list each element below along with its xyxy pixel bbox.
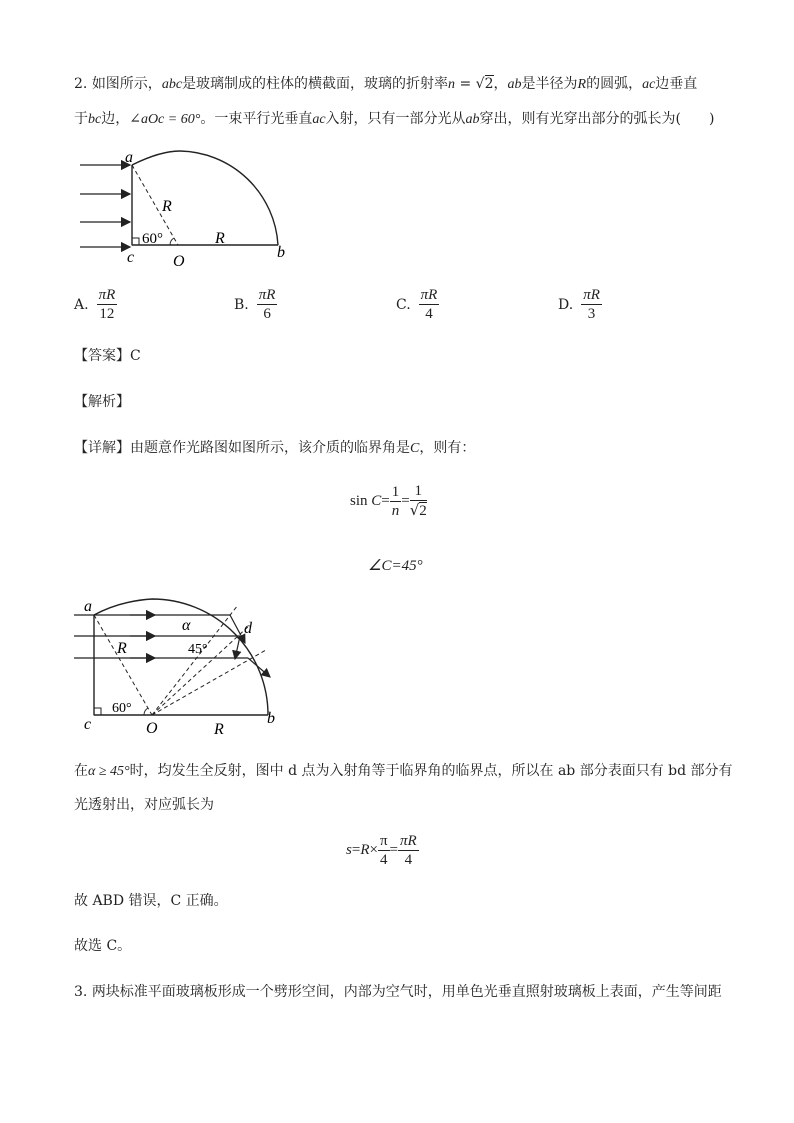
option-d[interactable]: D. $\frac{\pi R}{3}$: [558, 287, 600, 322]
figure-1: [70, 145, 300, 270]
label-45: 45°: [188, 642, 208, 657]
label-R2: R: [215, 230, 225, 247]
label-a: a: [125, 149, 133, 166]
option-c[interactable]: C. $\frac{\pi R}{4}$: [396, 287, 438, 322]
label-R1: R: [162, 198, 172, 215]
para1-line2: 光透射出，对应弧长为: [74, 797, 214, 813]
label-60b: 60°: [112, 701, 132, 716]
option-a[interactable]: A. $\frac{\pi R}{12}$: [74, 287, 116, 322]
option-b[interactable]: B. $\frac{\pi R}{6}$: [234, 287, 276, 322]
q3-line1: 3. 两块标准平面玻璃板形成一个劈形空间，内部为空气时，用单色光垂直照射玻璃板上表面，产生等间距: [74, 984, 722, 1000]
conclusion-2: 故选 C。: [74, 938, 132, 954]
sqrt-symbol: √: [475, 76, 485, 92]
label-c2: c: [84, 716, 92, 733]
conclusion-1: 故 ABD 错误，C 正确。: [74, 893, 228, 909]
label-R3: R: [117, 640, 127, 657]
label-O2: O: [146, 720, 158, 737]
label-b: b: [277, 244, 285, 261]
label-b2: b: [267, 710, 275, 727]
label-a2: a: [84, 598, 92, 615]
figure-2: [70, 595, 285, 740]
q2-line1: 2. 如图所示，abc是玻璃制成的柱体的横截面，玻璃的折射率n = √2，ab是半径为R的圆弧，ac边垂直: [74, 76, 698, 92]
sqrt-symbol: √: [409, 501, 420, 519]
answer: 【答案】C: [74, 348, 141, 364]
equation-sin-c: sin C = $\frac{1}{n}$ = $\frac{1}{√2}$: [350, 483, 427, 519]
label-d: d: [244, 620, 252, 637]
detail-line: 【详解】由题意作光路图如图所示，该介质的临界角是C，则有：: [74, 440, 476, 456]
label-R4: R: [214, 721, 224, 738]
equation-angle-c: ∠C=45°: [368, 558, 423, 574]
q2-line2: 于bc边，∠aOc = 60°。一束平行光垂直ac入射，只有一部分光从ab穿出，则有光穿出部分的弧长为( ): [74, 111, 715, 127]
para1-line1: 在α ≥ 45°时，均发生全反射，图中 d 点为入射角等于临界角的临界点，所以在 ab 部分表面只有 bd 部分有: [74, 763, 733, 779]
label-O: O: [173, 253, 185, 270]
label-c: c: [127, 249, 135, 266]
analysis-tag: 【解析】: [74, 394, 130, 410]
label-60: 60°: [142, 231, 163, 247]
equation-arc-length: s = R × $\frac{\pi}{4}$ = $\frac{\pi R}{4}$: [346, 833, 417, 868]
label-alpha: α: [182, 617, 191, 634]
